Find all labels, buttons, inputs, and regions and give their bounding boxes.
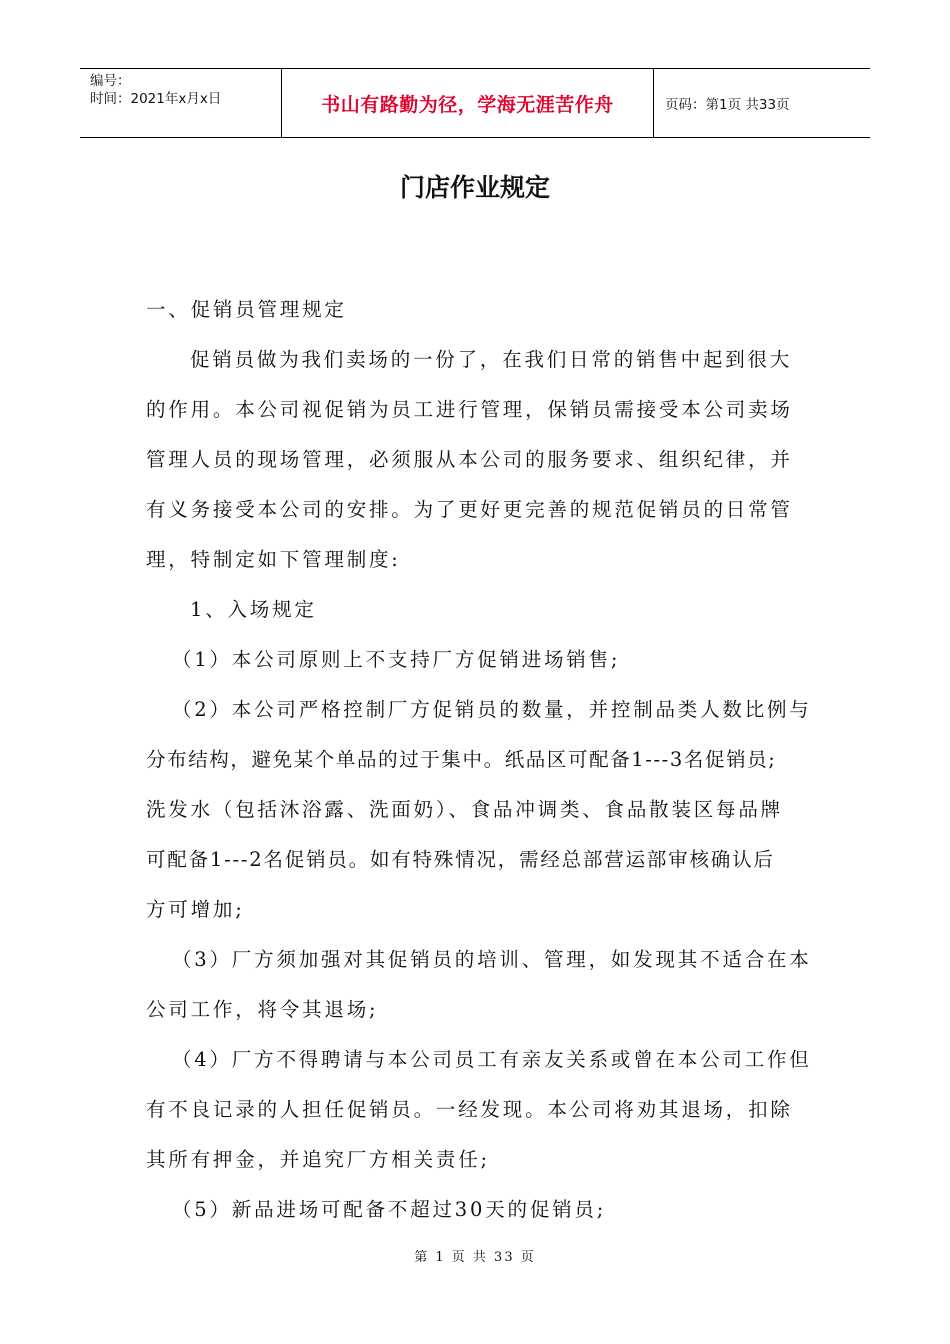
paragraph-line: （5）新品进场可配备不超过30天的促销员; [172, 1198, 607, 1221]
paragraph-line: （2）本公司严格控制厂方促销员的数量，并控制品类人数比例与 [172, 698, 812, 721]
paragraph-line: 其所有押金，并追究厂方相关责任; [146, 1148, 490, 1171]
document-date: 时间：2021年x月x日 [90, 91, 222, 107]
paragraph-line: （1）本公司原则上不支持厂方促销进场销售; [172, 648, 621, 671]
section-heading: 一、促销员管理规定 [146, 298, 347, 321]
paragraph-line: 理，特制定如下管理制度: [146, 548, 401, 571]
paragraph-line: （4）厂方不得聘请与本公司员工有亲友关系或曾在本公司工作但 [172, 1048, 812, 1071]
document-title: 门店作业规定 [399, 173, 550, 202]
page-footer: 第 1 页 共 33 页 [414, 1250, 536, 1265]
paragraph-line: 有义务接受本公司的安排。为了更好更完善的规范促销员的日常管 [146, 498, 793, 521]
page-header [80, 68, 870, 138]
header-page-info: 页码：第1页 共33页 [665, 97, 790, 113]
paragraph-line: 促销员做为我们卖场的一份了，在我们日常的销售中起到很大 [190, 348, 793, 371]
document-number: 编号： [90, 73, 131, 89]
paragraph-line: 有不良记录的人担任促销员。一经发现。本公司将劝其退场，扣除 [146, 1098, 793, 1121]
paragraph-line: 的作用。本公司视促销为员工进行管理，保销员需接受本公司卖场 [146, 398, 793, 421]
paragraph-line: 分布结构，避免某个单品的过于集中。纸品区可配备1---3名促销员; [146, 748, 777, 771]
subsection-heading: 1、入场规定 [190, 598, 317, 621]
paragraph-line: 管理人员的现场管理，必须服从本公司的服务要求、组织纪律，并 [146, 448, 793, 471]
paragraph-line: 方可增加; [146, 898, 245, 921]
header-meta [80, 69, 281, 137]
paragraph-line: 公司工作，将令其退场; [146, 998, 379, 1021]
paragraph-line: （3）厂方须加强对其促销员的培训、管理，如发现其不适合在本 [172, 948, 812, 971]
header-motto: 书山有路勤为径，学海无涯苦作舟 [281, 69, 654, 137]
paragraph-line: 洗发水（包括沐浴露、洗面奶）、食品冲调类、食品散装区每品牌 [146, 798, 783, 821]
paragraph-line: 可配备1---2名促销员。如有特殊情况，需经总部营运部审核确认后 [146, 848, 775, 871]
